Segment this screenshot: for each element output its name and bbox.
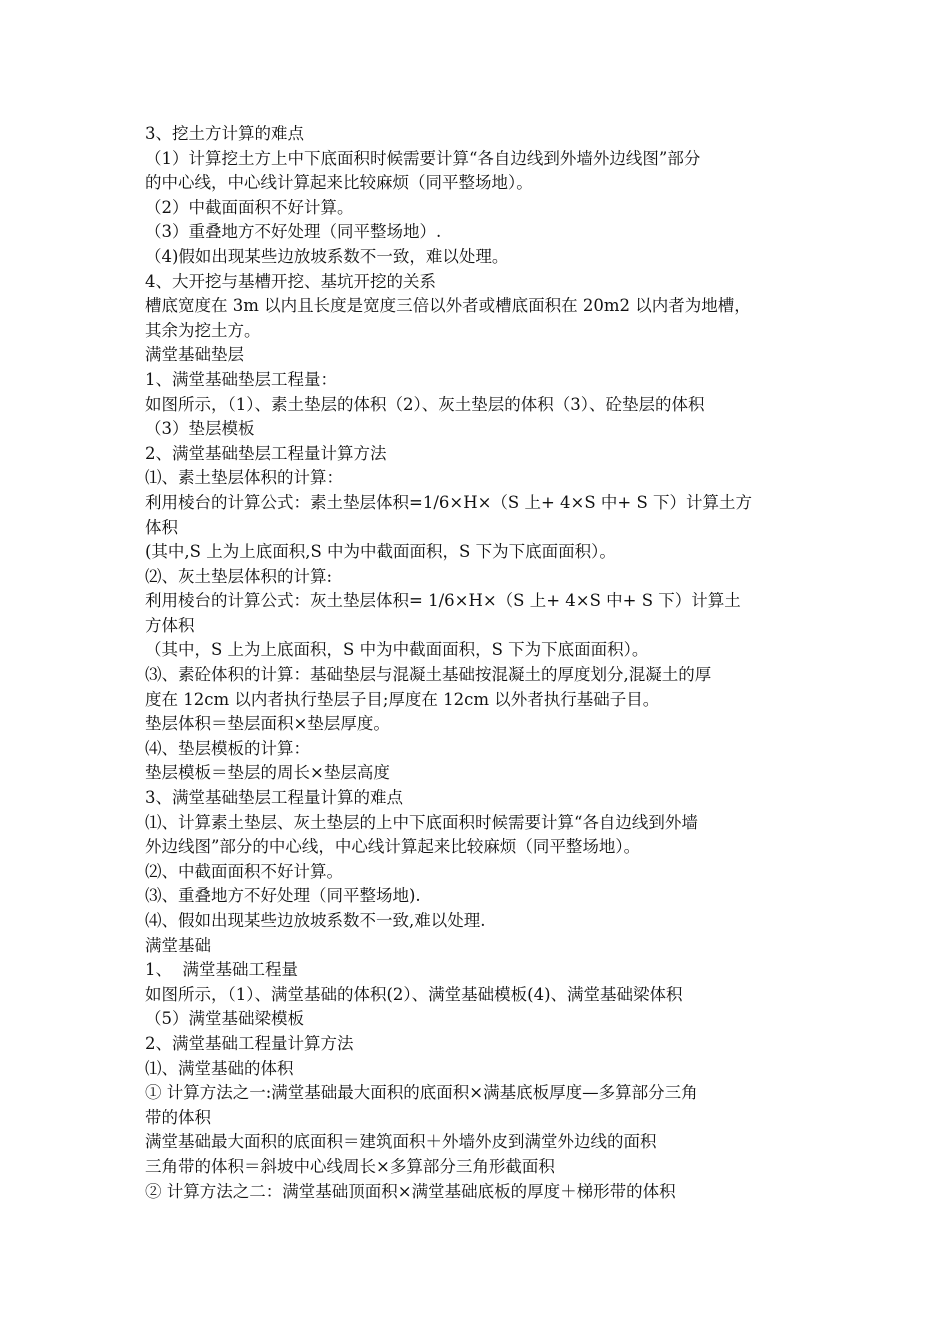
- section-heading: 1、满堂基础垫层工程量：: [145, 369, 337, 389]
- text-line: ⑷、假如出现某些边放坡系数不一致,难以处理.: [145, 911, 486, 930]
- text-line: 如图所示，（1）、满堂基础的体积(2）、满堂基础模板(4)、满堂基础梁体积: [145, 984, 683, 1004]
- text-line: ⑶、素砼体积的计算：基础垫层与混凝土基础按混凝土的厚度划分,混凝土的厚: [145, 665, 712, 685]
- text-line: 方体积: [145, 615, 195, 635]
- document-body: [145, 122, 810, 1204]
- text-line: (其中,S 上为上底面积,S 中为中截面面积，S 下为下底面面积）。: [145, 542, 616, 562]
- text-line: ⑴、满堂基础的体积: [145, 1058, 294, 1078]
- text-line: （3）重叠地方不好处理（同平整场地）.: [145, 222, 442, 242]
- text-line: ⑵、中截面面积不好计算。: [145, 861, 343, 881]
- text-line: （3）垫层模板: [145, 419, 255, 439]
- section-heading: 1、 满堂基础工程量: [145, 960, 298, 980]
- text-line: 外边线图”部分的中心线，中心线计算起来比较麻烦（同平整场地）。: [145, 837, 641, 857]
- text-line: 其余为挖土方。: [145, 320, 261, 340]
- text-line: （1）计算挖土方上中下底面积时候需要计算“各自边线到外墙外边线图”部分: [145, 148, 701, 168]
- text-line: ⑷、垫层模板的计算：: [145, 738, 310, 758]
- text-line: 的中心线，中心线计算起来比较麻烦（同平整场地）。: [145, 173, 533, 193]
- text-line: 带的体积: [145, 1107, 211, 1127]
- text-line: 如图所示，（1）、素土垫层的体积（2）、灰土垫层的体积（3）、砼垫层的体积: [145, 394, 705, 414]
- text-line: ⑴、计算素土垫层、灰土垫层的上中下底面积时候需要计算“各自边线到外墙: [145, 812, 698, 832]
- text-line: 垫层模板＝垫层的周长×垫层高度: [145, 763, 390, 783]
- section-heading: 3、挖土方计算的难点: [145, 124, 304, 143]
- text-line: 利用棱台的计算公式：灰土垫层体积= 1/6×H×（S 上+ 4×S 中+ S 下）计算土: [145, 591, 741, 611]
- text-line: （2）中截面面积不好计算。: [145, 197, 354, 217]
- text-line: （4)假如出现某些边放坡系数不一致，难以处理。: [145, 246, 509, 266]
- text-line: ② 计算方法之二：满堂基础顶面积×满堂基础底板的厚度＋梯形带的体积: [145, 1181, 676, 1201]
- section-heading: 2、满堂基础垫层工程量计算方法: [145, 443, 387, 463]
- text-line: 满堂基础最大面积的底面积＝建筑面积＋外墙外皮到满堂外边线的面积: [145, 1132, 657, 1152]
- text-line: ⑴、素土垫层体积的计算：: [145, 468, 343, 488]
- text-line: 度在 12cm 以内者执行垫层子目;厚度在 12cm 以外者执行基础子目。: [145, 689, 660, 709]
- text-line: ① 计算方法之一:满堂基础最大面积的底面积×满基底板厚度—多算部分三角: [145, 1083, 698, 1103]
- text-line: 垫层体积＝垫层面积×垫层厚度。: [145, 714, 390, 734]
- text-line: 槽底宽度在 3m 以内且长度是宽度三倍以外者或槽底面积在 20m2 以内者为地槽，: [145, 296, 751, 316]
- text-line: 利用棱台的计算公式：素土垫层体积=1/6×H×（S 上+ 4×S 中+ S 下）计算土方: [145, 492, 753, 512]
- text-line: （5）满堂基础梁模板: [145, 1009, 304, 1029]
- text-line: ⑵、灰土垫层体积的计算:: [145, 566, 333, 586]
- text-line: 体积: [145, 517, 178, 537]
- section-title: 满堂基础: [145, 935, 211, 955]
- text-line: （其中，S 上为上底面积，S 中为中截面面积，S 下为下底面面积）。: [145, 640, 649, 660]
- section-heading: 4、大开挖与基槽开挖、基坑开挖的关系: [145, 271, 436, 291]
- section-heading: 2、满堂基础工程量计算方法: [145, 1033, 354, 1053]
- section-heading: 3、满堂基础垫层工程量计算的难点: [145, 788, 403, 808]
- text-line: ⑶、重叠地方不好处理（同平整场地).: [145, 886, 421, 906]
- section-title: 满堂基础垫层: [145, 345, 244, 365]
- text-line: 三角带的体积＝斜坡中心线周长×多算部分三角形截面积: [145, 1156, 555, 1176]
